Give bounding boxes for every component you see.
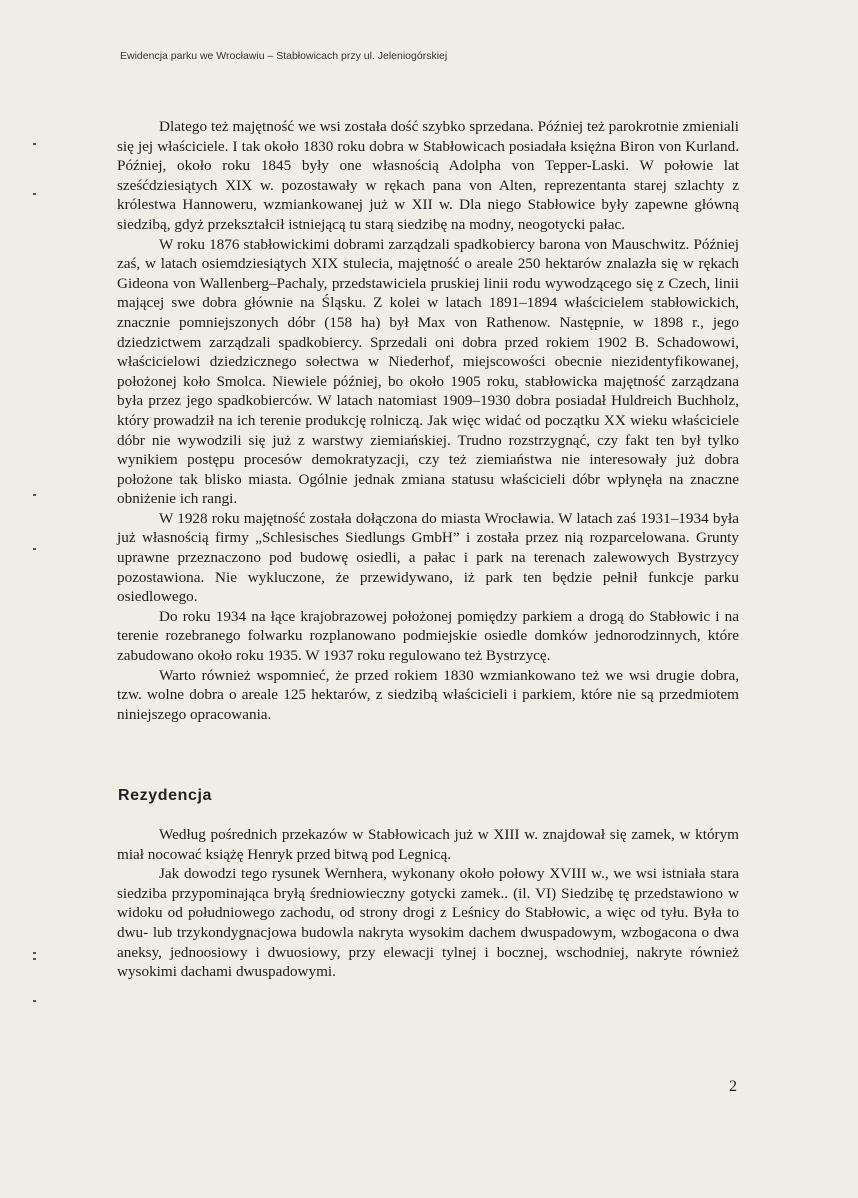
scan-mark xyxy=(33,494,36,496)
residence-section xyxy=(117,825,739,982)
paragraph: Według pośrednich przekazów w Stabłowicach już w XIII w. znajdował się zamek, w którym miał nocować książę Henryk przed bitwą pod Legnicą. xyxy=(117,826,739,863)
paragraph: W roku 1876 stabłowickimi dobrami zarządzali spadkobiercy barona von Mauschwitz. Później zaś, w latach osiemdziesiątych XIX stulecia, majętność o areale 250 hektarów znalazła się w rękach Gideona von Wallenberg–Pachaly, przedstawiciela pruskiej linii rodu wywodzącego się z Czech, linii mającej swe dobra głównie na Śląsku. Z kolei w latach 1891–1894 właścicielem stabłowickich, znacznie pomniejszonych dóbr (158 ha) był Max von Rathenow. Następnie, w 1898 r., jego dziedzictwem zarządzali spadkobiercy. Sprzedali oni dobra przed rokiem 1902 B. Schadowowi, właścicielowi dziedzicznego sołectwa w Niederhof, miejscowości obecnie niezidentyfikowanej, położonej koło Smolca. Niewiele później, bo około 1905 roku, stabłowicka majętność zarządzana była przez jego spadkobierców. W latach natomiast 1909–1930 dobra posiadał Huldreich Buchholz, który prowadził na ich terenie produkcję rolniczą. Jak więc widać od początku XX wieku właściciele dóbr nie wywodzili się już z warstwy ziemiańskiej. Trudno rozstrzygnąć, czy fakt ten był tylko wynikiem postępu procesów demokratyzacji, czy też ziemiaństwa nie interesowały już dobra położone tak blisko miasta. Ogólnie jednak zmiana statusu właścicieli dóbr wpłynęła na znaczne obniżenie ich rangi. xyxy=(117,235,739,508)
scan-mark xyxy=(33,952,36,954)
scan-mark xyxy=(33,958,36,960)
paragraph: W 1928 roku majętność została dołączona do miasta Wrocławia. W latach zaś 1931–1934 była już własnością firmy „Schlesisches Siedlungs GmbH” i została przez nią rozparcelowana. Grunty uprawne przeznaczono pod budowę osiedli, a pałac i park na terenach zalewowych Bystrzycy pozostawiona. Nie wykluczone, że przewidywano, iż park ten będzie pełnił funkcje parku osiedlowego. xyxy=(117,509,739,606)
section-heading: Rezydencja xyxy=(118,787,213,804)
scan-mark xyxy=(33,548,36,550)
scan-mark xyxy=(33,143,36,145)
scan-mark xyxy=(33,1000,36,1002)
running-header: Ewidencja parku we Wrocławiu – Stabłowicach przy ul. Jeleniogórskiej xyxy=(120,50,448,62)
paragraph: Jak dowodzi tego rysunek Wernhera, wykonany około połowy XVIII w., we wsi istniała stara siedziba przypominająca bryłą średniowieczny gotycki zamek.. (il. VI) Siedzibę tę przedstawiono w widoku od południowego zachodu, od strony drogi z Leśnicy do Stabłowic, a więc od tyłu. Była to dwu- lub trzykondygnacjowa budowla nakryta wysokim dachem dwuspadowym, wzbogacona o dwa aneksy, jednoosiowy i dwuosiowy, przy elewacji tylnej i bocznej, wschodniej, nakryte również wysokimi dachami dwuspadowymi. xyxy=(117,865,739,981)
paragraph: Do roku 1934 na łące krajobrazowej położonej pomiędzy parkiem a drogą do Stabłowic i na terenie rozebranego folwarku rozplanowano podmiejskie osiedle domków jednorodzinnych, które zabudowano około roku 1935. W 1937 roku regulowano też Bystrzycę. xyxy=(117,607,739,665)
paragraph: Dlatego też majętność we wsi została dość szybko sprzedana. Później też parokrotnie zmieniali się jej właściciele. I tak około 1830 roku dobra w Stabłowicach posiadała księżna Biron von Kurland. Później, około roku 1845 były one własnością Adolpha von Tepper-Laski. W połowie lat sześćdziesiątych XIX w. pozostawały w rękach pana von Alten, reprezentanta starej szlachty z królestwa Hannoweru, wzmiankowanej już w XII w. Dla niego Stabłowice były zapewne główną siedzibą, gdyż przekształcił istniejącą tu starą siedzibę na modny, neogotycki pałac. xyxy=(117,118,739,233)
body-section xyxy=(117,117,739,724)
paragraph: Warto również wspomnieć, że przed rokiem 1830 wzmiankowano też we wsi drugie dobra, tzw. wolne dobra o areale 125 hektarów, z siedzibą właścicieli i parkiem, które nie są przedmiotem niniejszego opracowania. xyxy=(117,666,739,723)
scan-mark xyxy=(33,193,36,195)
page-number: 2 xyxy=(729,1078,737,1095)
